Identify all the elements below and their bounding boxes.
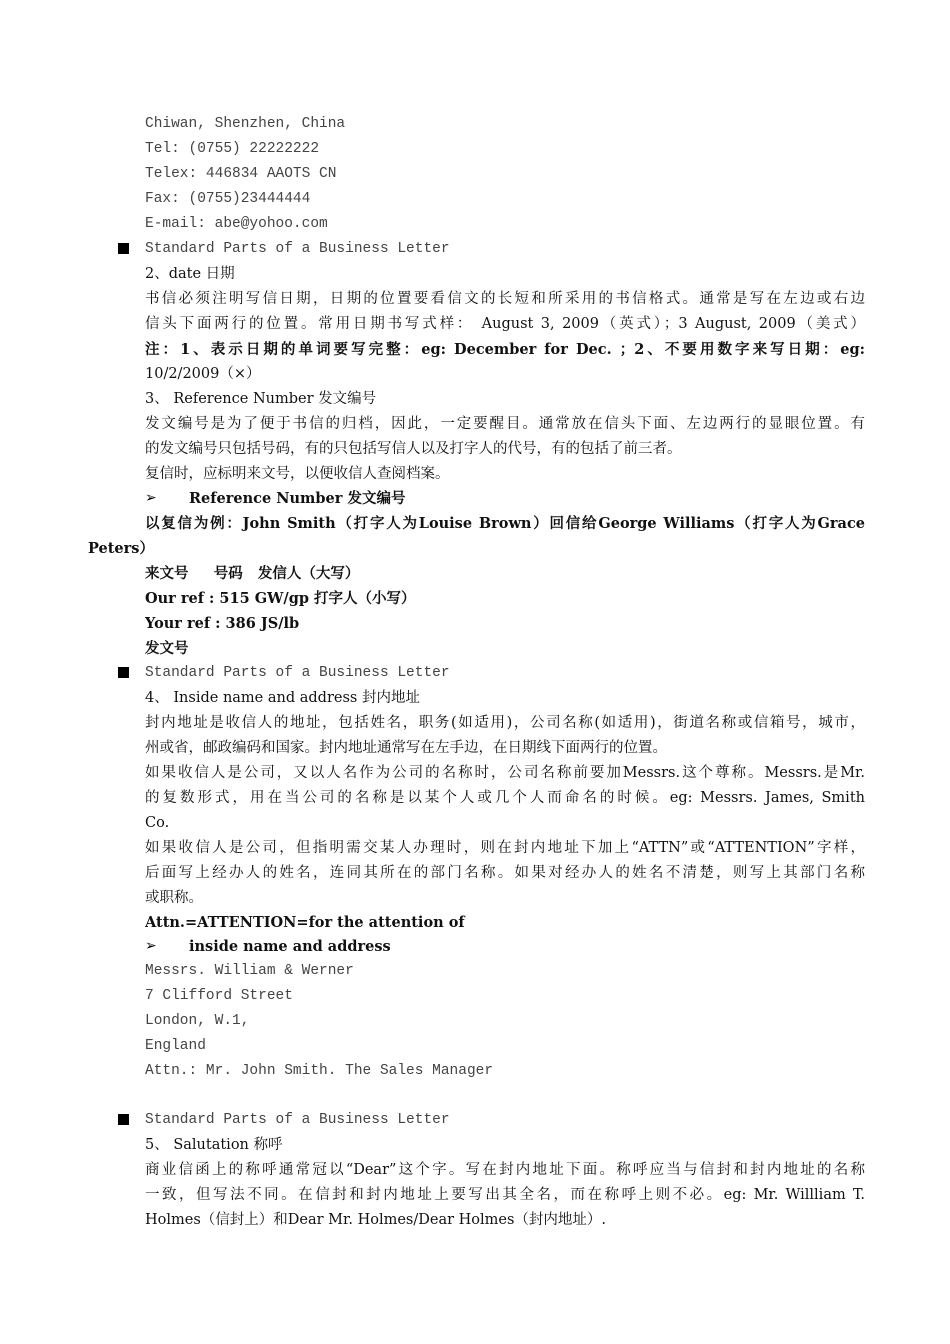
inside-example-line-3: London, W.1, (145, 1013, 250, 1029)
reference-example-b: Our ref : 515 GW/gp 打字人（小写） (145, 590, 416, 607)
inside-paragraph-3-line-2: 后面写上经办人的姓名，连同其所在的部门名称。如果对经办人的姓名不清楚，则写上其部门名称 (145, 865, 865, 881)
section-heading: Standard Parts of a Business Letter (145, 1112, 450, 1128)
address-city: Chiwan, Shenzhen, China (145, 116, 346, 132)
inside-title: 4、 Inside name and address 封内地址 (145, 690, 420, 706)
address-telex: Telex: 446834 AAOTS CN (145, 166, 337, 182)
date-note-line-2: 10/2/2009（×） (145, 366, 261, 382)
reference-paragraph-line-1: 发文编号是为了便于书信的归档，因此，一定要醒目。通常放在信头下面、左边两行的显眼位置。有 (145, 416, 865, 432)
salutation-paragraph-line-1: 商业信函上的称呼通常冠以“Dear”这个字。写在封内地址下面。称呼应当与信封和封内地址的名称 (145, 1162, 865, 1178)
arrow-bullet-icon: ➢ (145, 938, 157, 954)
inside-example-line-2: 7 Clifford Street (145, 988, 293, 1004)
square-bullet-icon (118, 667, 129, 678)
salutation-paragraph-line-3: Holmes（信封上）和Dear Mr. Holmes/Dear Holmes（封内地址）. (145, 1212, 607, 1228)
date-paragraph-line-1: 书信必须注明写信日期，日期的位置要看信文的长短和所采用的书信格式。通常是写在左边或右边 (145, 291, 865, 307)
reference-title: 3、 Reference Number 发文编号 (145, 391, 377, 407)
inside-paragraph-1-line-1: 封内地址是收信人的地址，包括姓名，职务(如适用)，公司名称(如适用)，街道名称或信箱号，城市， (145, 715, 865, 731)
square-bullet-icon (118, 243, 129, 254)
inside-example-line-5: Attn.: Mr. John Smith. The Sales Manager (145, 1063, 494, 1079)
inside-paragraph-3-line-1: 如果收信人是公司，但指明需交某人办理时，则在封内地址下加上“ATTN”或“ATTENTION”字样， (145, 840, 865, 856)
reference-reply-note: 复信时，应标明来文号，以便收信人查阅档案。 (145, 466, 450, 482)
inside-example-line-1: Messrs. William & Werner (145, 963, 354, 979)
reference-arrow-item: Reference Number 发文编号 (189, 490, 406, 507)
arrow-bullet-icon: ➢ (145, 490, 157, 506)
inside-example-line-4: England (145, 1038, 206, 1054)
salutation-title: 5、 Salutation 称呼 (145, 1137, 283, 1153)
inside-paragraph-2-line-2: 的复数形式，用在当公司的名称是以某个人或几个人而命名的时候。eg: Messrs. James, Smith (145, 790, 865, 806)
section-heading: Standard Parts of a Business Letter (145, 241, 450, 257)
address-tel: Tel: (0755) 22222222 (145, 141, 320, 157)
inside-paragraph-1-line-2: 州或省，邮政编码和国家。封内地址通常写在左手边，在日期线下面两行的位置。 (145, 740, 667, 756)
inside-paragraph-2-line-1: 如果收信人是公司，又以人名作为公司的名称时，公司名称前要加Messrs.这个尊称。Messrs.是Mr. (145, 765, 865, 781)
inside-paragraph-2-line-3: Co. (145, 815, 170, 831)
attn-definition: Attn.=ATTENTION=for the attention of (145, 914, 465, 931)
date-title: 2、date 日期 (145, 266, 235, 282)
reference-example-a: 来文号 号码 发信人（大写） (145, 565, 360, 582)
address-fax: Fax: (0755)23444444 (145, 191, 311, 207)
inside-arrow-item: inside name and address (189, 938, 391, 955)
reference-example-d: 发文号 (145, 640, 189, 657)
reference-example-line-2: Peters） (88, 540, 154, 557)
reference-example-line-1: 以复信为例：John Smith（打字人为Louise Brown）回信给George Williams（打字人为Grace (145, 515, 865, 532)
reference-example-c: Your ref : 386 JS/lb (145, 615, 300, 632)
date-note-line-1: 注：1、表示日期的单词要写完整：eg: December for Dec. ；2、不要用数字来写日期：eg: (145, 341, 865, 358)
reference-paragraph-line-2: 的发文编号只包括号码，有的只包括写信人以及打字人的代号，有的包括了前三者。 (145, 441, 682, 457)
square-bullet-icon (118, 1114, 129, 1125)
section-heading: Standard Parts of a Business Letter (145, 665, 450, 681)
salutation-paragraph-line-2: 一致，但写法不同。在信封和封内地址上要写出其全名，而在称呼上则不必。eg: Mr. Willliam T. (145, 1187, 865, 1203)
address-email: E-mail: abe@yohoo.com (145, 216, 328, 232)
date-paragraph-line-2: 信头下面两行的位置。常用日期书写式样： August 3, 2009（英式）；3 August, 2009（美式） (145, 316, 865, 332)
inside-paragraph-3-line-3: 或职称。 (145, 890, 203, 906)
